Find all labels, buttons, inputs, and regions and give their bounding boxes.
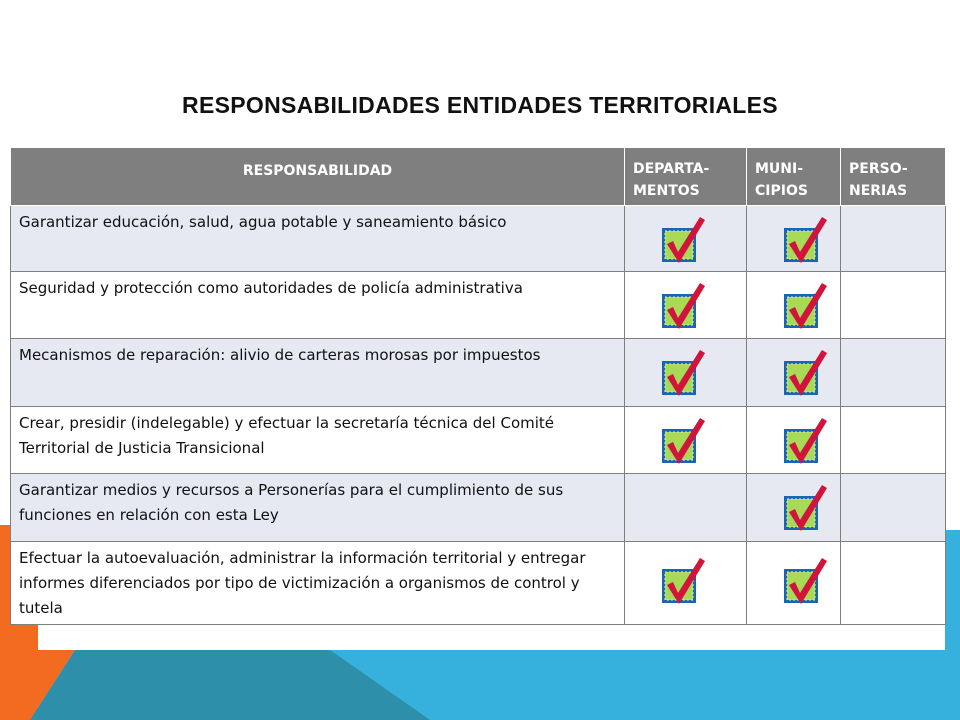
checked-box-icon — [781, 555, 831, 607]
responsibility-cell: Efectuar la autoevaluación, administrar la información territorial y entregar informes diferenciados por tipo de victimización a organismos de control y tutela — [11, 542, 625, 625]
checked-box-icon — [781, 482, 831, 534]
responsibilities-table — [10, 147, 946, 625]
cell-personerias — [841, 206, 946, 272]
header-municipios: MUNI- CIPIOS — [747, 148, 841, 206]
cell-municipios — [747, 407, 841, 474]
cell-municipios — [747, 206, 841, 272]
cell-municipios — [747, 542, 841, 625]
checked-box-icon — [781, 415, 831, 467]
cell-personerias — [841, 272, 946, 339]
table-header-row — [11, 148, 946, 206]
checked-box-icon — [659, 555, 709, 607]
cell-personerias — [841, 407, 946, 474]
cell-municipios — [747, 474, 841, 542]
cell-departamentos — [625, 206, 747, 272]
responsibility-cell: Crear, presidir (indelegable) y efectuar la secretaría técnica del Comité Territorial de Justicia Transicional — [11, 407, 625, 474]
header-personerias: PERSO- NERIAS — [841, 148, 946, 206]
header-responsabilidad: RESPONSABILIDAD — [11, 148, 625, 206]
responsibility-cell: Garantizar educación, salud, agua potable y saneamiento básico — [11, 206, 625, 272]
cell-municipios — [747, 339, 841, 407]
cell-personerias — [841, 339, 946, 407]
table-row — [11, 339, 946, 407]
responsibility-cell: Seguridad y protección como autoridades de policía administrativa — [11, 272, 625, 339]
table-row — [11, 206, 946, 272]
responsibility-cell: Garantizar medios y recursos a Personerías para el cumplimiento de sus funciones en relación con esta Ley — [11, 474, 625, 542]
checked-box-icon — [659, 214, 709, 266]
checked-box-icon — [781, 214, 831, 266]
checked-box-icon — [659, 415, 709, 467]
cell-municipios — [747, 272, 841, 339]
table-row — [11, 272, 946, 339]
cell-departamentos — [625, 339, 747, 407]
checked-box-icon — [781, 280, 831, 332]
table-row — [11, 407, 946, 474]
cell-personerias — [841, 474, 946, 542]
header-departamentos: DEPARTA- MENTOS — [625, 148, 747, 206]
cell-departamentos — [625, 272, 747, 339]
cell-departamentos — [625, 407, 747, 474]
blue-right-shape — [945, 530, 960, 650]
slide-title: RESPONSABILIDADES ENTIDADES TERRITORIALES — [182, 92, 778, 118]
checked-box-icon — [659, 347, 709, 399]
responsibility-cell: Mecanismos de reparación: alivio de carteras morosas por impuestos — [11, 339, 625, 407]
table-row — [11, 542, 946, 625]
cell-personerias — [841, 542, 946, 625]
checked-box-icon — [659, 280, 709, 332]
cell-departamentos — [625, 474, 747, 542]
table-row — [11, 474, 946, 542]
cell-departamentos — [625, 542, 747, 625]
checked-box-icon — [781, 347, 831, 399]
